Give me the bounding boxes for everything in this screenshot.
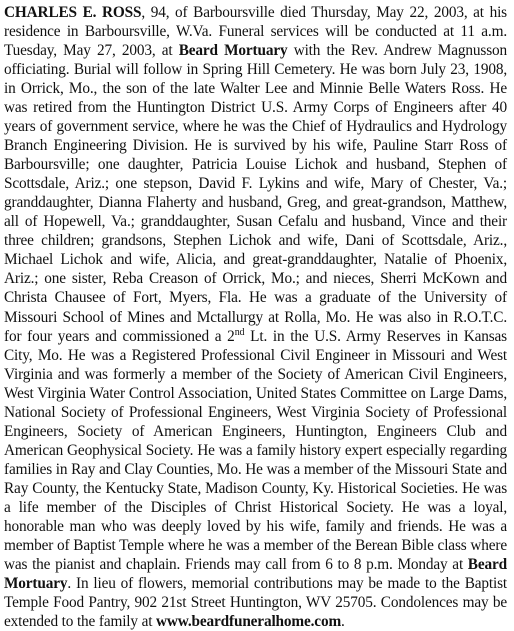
obituary-text-segment: with the Rev. Andrew Magnusson officiating. Burial will follow in Spring Hill Cemetery. He was born July 23, 1908, in Orrick, Mo., the son of the late Walter Lee and Minnie Belle Waters Ross. He was retired from the Huntington District U.S. Army Corps of Engineers after 40 years of government service, where he was the Chief of Hydraulics and Hydrology Branch Engineering Division. He is survived by his wife, Pauline Starr Ross of Barboursville; one daughter, Patricia Louise Lichok and husband, Stephen of Scottsdale, Ariz.; one stepson, David F. Lykins and wife, Mary of Chester, Va.; granddaughter, Dianna Flaherty and husband, Greg, and great-grandson, Matthew, all of Hopewell, Va.; granddaughter, Susan Cefalu and husband, Vince and their three children; grandsons, Stephen Lichok and wife, Dani of Scottsdale, Ariz., Michael Lichok and wife, Alicia, and great-granddaughter, Natalie of Phoenix, Ariz.; one sister, Reba Creason of Orrick, Mo.; and nieces, Sherri McKown and Christa Chausee of Fort, Myers, Fla. He was a graduate of the University of Missouri School of Mines and Mctallurgy at Rolla, Mo. He was also in R.O.T.C. for four years and commissioned a 2 bbox=[4, 42, 507, 345]
obituary-body bbox=[4, 3, 507, 631]
closing-period: . bbox=[341, 613, 345, 630]
obituary-text-segment: . In lieu of flowers, memorial contributions may be made to the Baptist Temple Food Pantry, 902 21st Street Huntington, WV 25705. Condolences may be extended to the family at bbox=[4, 574, 507, 630]
obituary-text-segment: , 94, of Barboursville died Thursday, May 22, 2003, at his residence in Barboursville, W.Va. Funeral services will be conducted at 11 a.m. Tuesday, May 27, 2003, at bbox=[4, 4, 507, 60]
funeral-home-name: Beard Mortuary bbox=[4, 555, 507, 592]
ordinal-suffix: nd bbox=[234, 326, 245, 338]
funeral-home-name: Beard Mortuary bbox=[178, 42, 288, 60]
obituary-text-segment: Lt. in the U.S. Army Reserves in Kansas City, Mo. He was a Registered Professional Civil Engineer in Missouri and West Virginia and was formerly a member of the Society of American Civil Engineers, West Virginia Water Control Association, United States Committee on Large Dams, National Society of Professional Engineers, West Virginia Society of Professional Engineers, Society of American Engineers, Huntington, Engineers Club and American Geophysical Society. He was a family history expert especially regarding families in Ray and Clay Counties, Mo. He was a member of the Missouri State and Ray County, the Kentucky State, Madison County, Ky. Historical Societies. He was a life member of the Disciples of Christ Historical Society. He was a loyal, honorable man who was deeply loved by his wife, family and friends. He was a member of Baptist Temple where he was a member of the Berean Bible class where was the pianist and chaplain. Friends may call from 6 to 8 p.m. Monday at bbox=[4, 327, 507, 573]
funeral-home-website: www.beardfuneralhome.com bbox=[156, 613, 342, 630]
deceased-name: CHARLES E. ROSS bbox=[4, 4, 142, 21]
